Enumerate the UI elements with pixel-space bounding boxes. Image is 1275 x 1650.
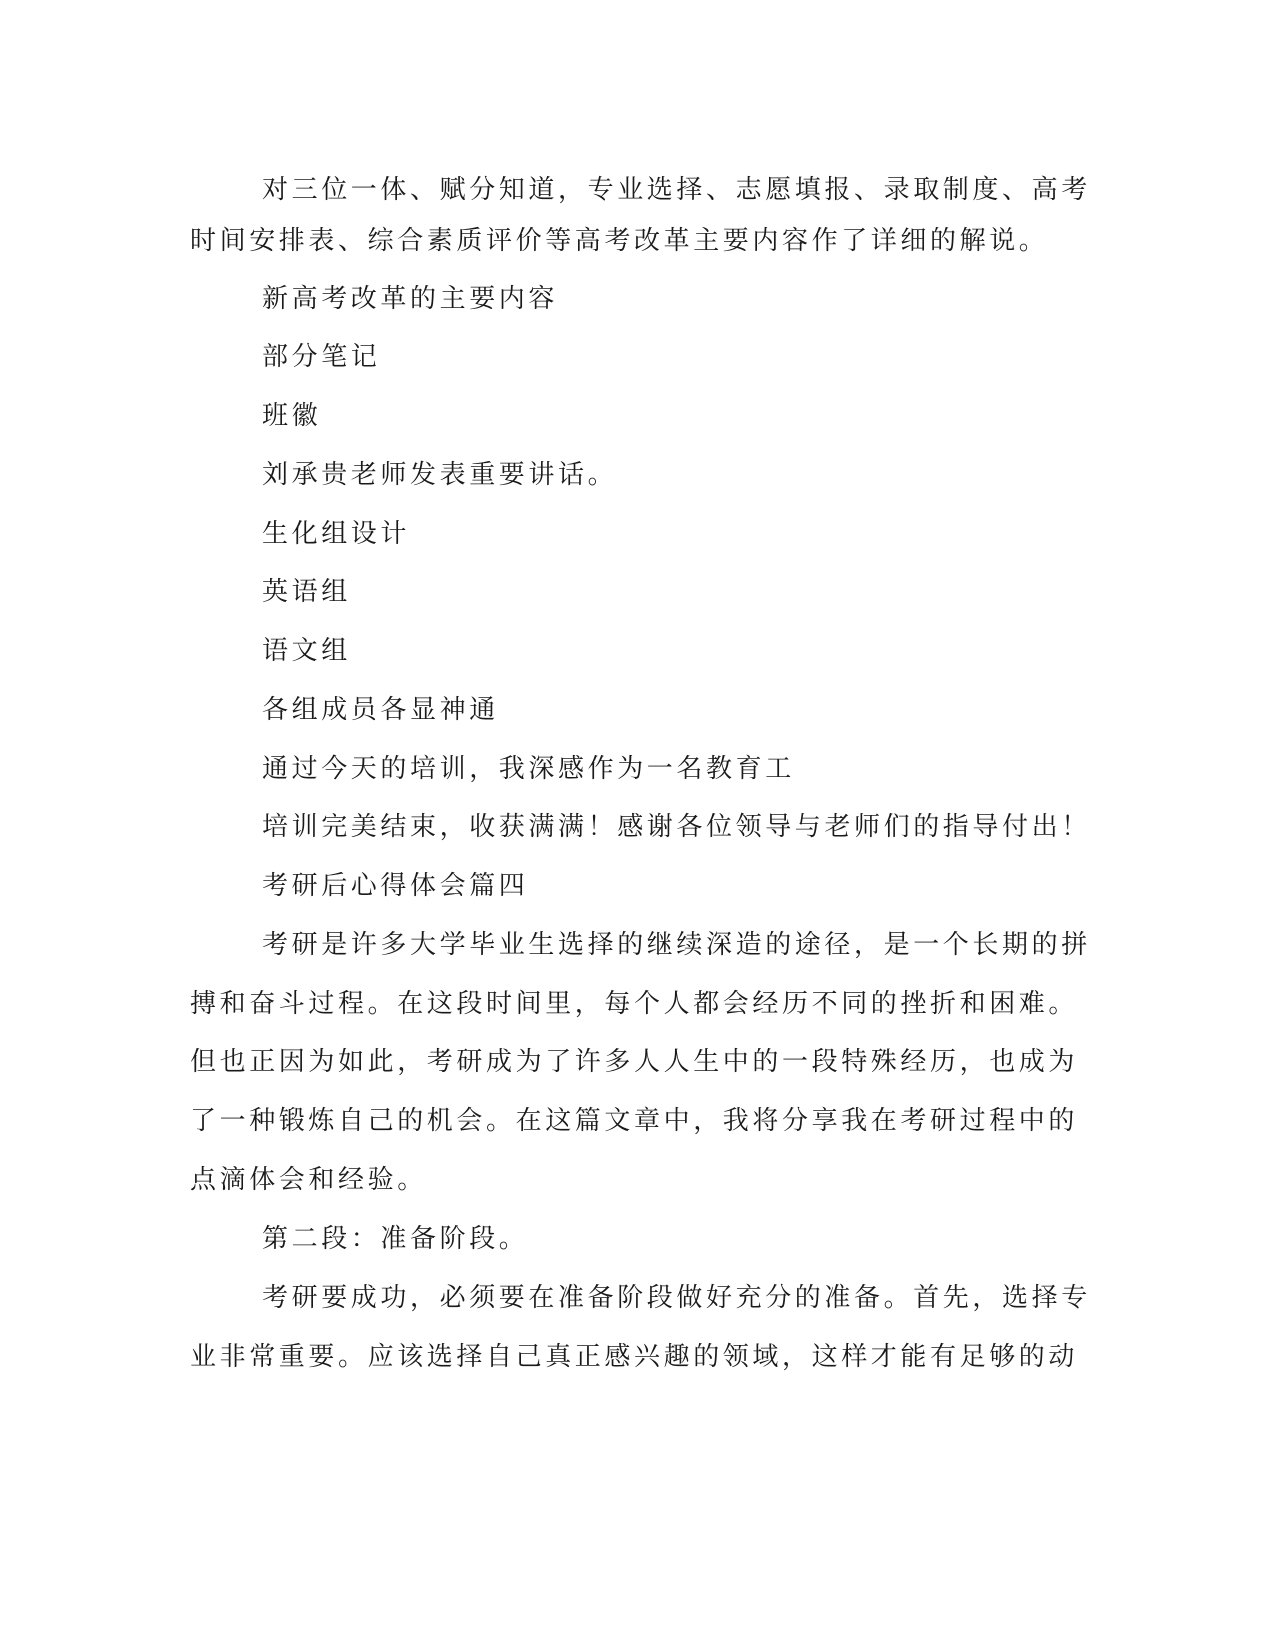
paragraph-line: 考研要成功，必须要在准备阶段做好充分的准备。首先，选择专 <box>262 1283 1091 1313</box>
paragraph-line: 业非常重要。应该选择自己真正感兴趣的领域，这样才能有足够的动 <box>190 1342 1079 1372</box>
paragraph-line: 各组成员各显神通 <box>262 695 499 725</box>
paragraph-line: 对三位一体、赋分知道，专业选择、志愿填报、录取制度、高考 <box>262 175 1091 205</box>
paragraph-line: 培训完美结束，收获满满！感谢各位领导与老师们的指导付出！ <box>262 812 1091 842</box>
paragraph-line: 但也正因为如此，考研成为了许多人人生中的一段特殊经历，也成为 <box>190 1047 1079 1077</box>
paragraph-line: 通过今天的培训，我深感作为一名教育工 <box>262 754 795 784</box>
paragraph-line: 了一种锻炼自己的机会。在这篇文章中，我将分享我在考研过程中的 <box>190 1106 1079 1136</box>
paragraph-line: 搏和奋斗过程。在这段时间里，每个人都会经历不同的挫折和困难。 <box>190 989 1079 1019</box>
paragraph-line: 部分笔记 <box>262 342 381 372</box>
paragraph-line: 刘承贵老师发表重要讲话。 <box>262 460 618 490</box>
section-heading: 考研后心得体会篇四 <box>262 871 529 901</box>
section-heading: 新高考改革的主要内容 <box>262 284 559 314</box>
paragraph-line: 语文组 <box>262 636 351 666</box>
paragraph-line: 生化组设计 <box>262 519 411 549</box>
paragraph-line: 时间安排表、综合素质评价等高考改革主要内容作了详细的解说。 <box>190 226 1049 256</box>
paragraph-line: 考研是许多大学毕业生选择的继续深造的途径，是一个长期的拼 <box>262 930 1091 960</box>
paragraph-line: 点滴体会和经验。 <box>190 1165 427 1195</box>
section-heading: 第二段：准备阶段。 <box>262 1224 529 1254</box>
paragraph-line: 班徽 <box>262 401 322 431</box>
paragraph-line: 英语组 <box>262 577 351 607</box>
